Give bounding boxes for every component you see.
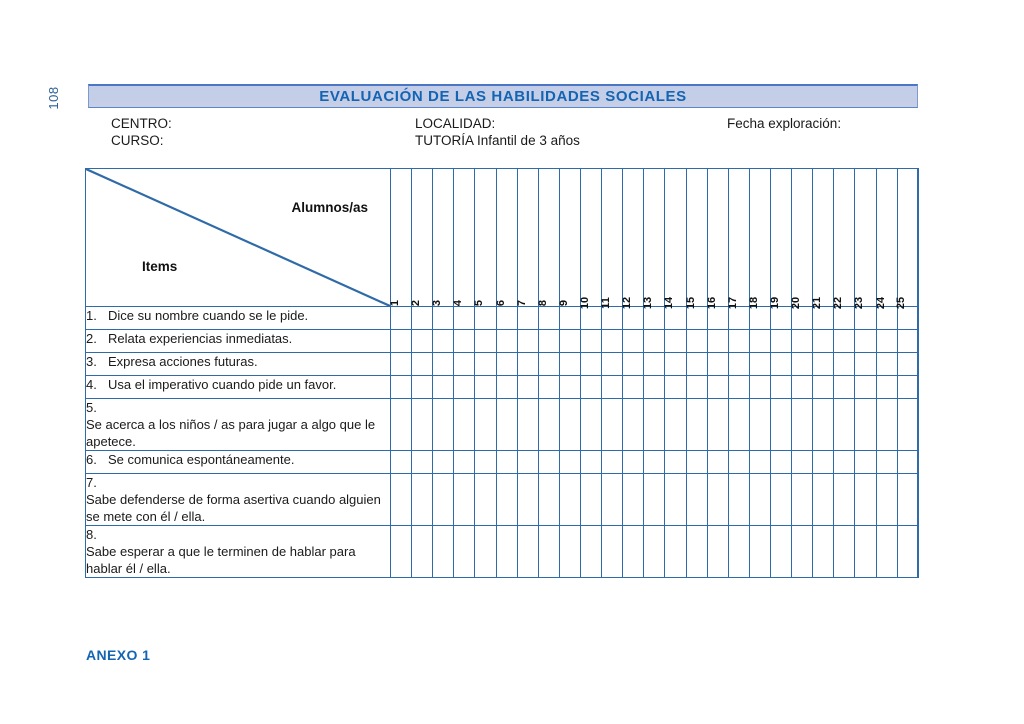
item-label: Sabe defenderse de forma asertiva cuando alguien se mete con él / ella.	[86, 492, 381, 524]
item-number: 7.	[86, 475, 97, 490]
student-column-number: 20	[790, 296, 803, 310]
score-cell[interactable]	[813, 526, 834, 578]
score-cell[interactable]	[770, 376, 791, 399]
student-column-number: 10	[579, 296, 592, 310]
student-column-header-14	[663, 169, 686, 310]
score-cell[interactable]	[813, 307, 834, 330]
score-cell[interactable]	[686, 474, 707, 526]
score-cell[interactable]	[412, 330, 433, 353]
score-cell[interactable]	[876, 451, 897, 474]
score-cell[interactable]	[644, 451, 665, 474]
score-cell[interactable]	[496, 399, 517, 451]
score-cell[interactable]	[496, 330, 517, 353]
score-cell[interactable]	[475, 307, 496, 330]
item-text-cell	[86, 526, 391, 578]
student-column-number: 6	[494, 299, 507, 307]
centro-label: CENTRO:	[111, 116, 172, 131]
item-label: Dice su nombre cuando se le pide.	[108, 308, 309, 323]
score-cell[interactable]	[855, 353, 876, 376]
score-cell[interactable]	[707, 330, 728, 353]
score-cell[interactable]	[580, 330, 601, 353]
score-cell[interactable]	[496, 376, 517, 399]
score-cell[interactable]	[454, 353, 475, 376]
score-cell[interactable]	[623, 474, 644, 526]
score-cell[interactable]	[897, 353, 918, 376]
score-cell[interactable]	[433, 376, 454, 399]
student-column-header-6	[496, 169, 517, 307]
score-cell[interactable]	[855, 474, 876, 526]
score-cell[interactable]	[412, 451, 433, 474]
score-cell[interactable]	[475, 399, 496, 451]
score-cell[interactable]	[517, 330, 538, 353]
score-cell[interactable]	[855, 526, 876, 578]
score-cell[interactable]	[897, 399, 918, 451]
score-cell[interactable]	[897, 330, 918, 353]
score-cell[interactable]	[728, 451, 749, 474]
score-cell[interactable]	[391, 353, 412, 376]
student-column-number: 8	[536, 299, 549, 307]
score-cell[interactable]	[623, 526, 644, 578]
item-label: Sabe esperar a que le terminen de hablar para hablar él / ella.	[86, 544, 356, 576]
score-cell[interactable]	[792, 399, 813, 451]
student-column-number: 22	[832, 296, 845, 310]
document-title-banner	[88, 84, 918, 108]
student-column-number: 7	[515, 299, 528, 307]
score-cell[interactable]	[538, 376, 559, 399]
score-cell[interactable]	[792, 307, 813, 330]
item-number: 3.	[86, 354, 97, 369]
score-cell[interactable]	[580, 451, 601, 474]
student-column-number: 25	[895, 296, 908, 310]
score-cell[interactable]	[749, 353, 770, 376]
score-cell[interactable]	[834, 330, 855, 353]
score-cell[interactable]	[538, 353, 559, 376]
student-column-header-1	[391, 169, 412, 307]
score-cell[interactable]	[728, 353, 749, 376]
item-text-cell	[86, 353, 391, 376]
score-cell[interactable]	[517, 353, 538, 376]
score-cell[interactable]	[792, 376, 813, 399]
student-column-header-5	[475, 169, 496, 307]
score-cell[interactable]	[412, 353, 433, 376]
score-cell[interactable]	[686, 330, 707, 353]
item-text-cell	[86, 474, 391, 526]
student-column-header-2	[412, 169, 433, 307]
item-number: 1.	[86, 308, 97, 323]
score-cell[interactable]	[813, 451, 834, 474]
score-cell[interactable]	[391, 307, 412, 330]
score-cell[interactable]	[391, 376, 412, 399]
score-cell[interactable]	[433, 353, 454, 376]
page-number: 108	[46, 86, 61, 110]
score-cell[interactable]	[707, 474, 728, 526]
score-cell[interactable]	[517, 307, 538, 330]
student-column-number: 13	[642, 296, 655, 310]
item-text-cell	[86, 330, 391, 353]
score-cell[interactable]	[834, 474, 855, 526]
student-column-number: 18	[747, 296, 760, 310]
score-cell[interactable]	[454, 399, 475, 451]
score-cell[interactable]	[644, 330, 665, 353]
score-cell[interactable]	[623, 307, 644, 330]
student-column-number: 16	[705, 296, 718, 310]
item-row	[86, 307, 919, 330]
score-cell[interactable]	[559, 451, 580, 474]
score-cell[interactable]	[728, 526, 749, 578]
score-cell[interactable]	[897, 474, 918, 526]
item-number: 4.	[86, 377, 97, 392]
item-row	[86, 526, 919, 578]
item-row	[86, 376, 919, 399]
score-cell[interactable]	[412, 526, 433, 578]
score-cell[interactable]	[580, 526, 601, 578]
score-cell[interactable]	[749, 307, 770, 330]
score-cell[interactable]	[496, 307, 517, 330]
score-cell[interactable]	[834, 307, 855, 330]
item-label: Usa el imperativo cuando pide un favor.	[108, 377, 337, 392]
student-column-number: 9	[557, 299, 570, 307]
student-column-header-25	[895, 169, 918, 310]
score-cell[interactable]	[475, 330, 496, 353]
score-cell[interactable]	[475, 526, 496, 578]
item-number: 8.	[86, 527, 97, 542]
score-cell[interactable]	[454, 526, 475, 578]
score-cell[interactable]	[834, 376, 855, 399]
score-cell[interactable]	[580, 474, 601, 526]
score-cell[interactable]	[813, 376, 834, 399]
score-cell[interactable]	[602, 307, 623, 330]
student-column-header-23	[853, 169, 876, 310]
score-cell[interactable]	[728, 474, 749, 526]
student-column-header-16	[705, 169, 728, 310]
score-cell[interactable]	[876, 399, 897, 451]
student-column-header-18	[747, 169, 770, 310]
evaluation-grid	[85, 168, 919, 578]
student-column-number: 2	[410, 299, 423, 307]
score-cell[interactable]	[665, 399, 686, 451]
student-column-number: 15	[684, 296, 697, 310]
score-cell[interactable]	[897, 451, 918, 474]
score-cell[interactable]	[749, 526, 770, 578]
score-cell[interactable]	[391, 399, 412, 451]
score-cell[interactable]	[707, 376, 728, 399]
student-column-header-12	[621, 169, 644, 310]
score-cell[interactable]	[602, 474, 623, 526]
score-cell[interactable]	[454, 330, 475, 353]
student-column-header-10	[579, 169, 601, 310]
score-cell[interactable]	[454, 451, 475, 474]
score-cell[interactable]	[770, 307, 791, 330]
score-cell[interactable]	[623, 376, 644, 399]
item-text-cell	[86, 451, 391, 474]
score-cell[interactable]	[496, 474, 517, 526]
score-cell[interactable]	[391, 474, 412, 526]
score-cell[interactable]	[644, 376, 665, 399]
score-cell[interactable]	[855, 451, 876, 474]
score-cell[interactable]	[412, 474, 433, 526]
score-cell[interactable]	[770, 353, 791, 376]
item-text-cell	[86, 307, 391, 330]
score-cell[interactable]	[602, 451, 623, 474]
score-cell[interactable]	[538, 451, 559, 474]
score-cell[interactable]	[665, 307, 686, 330]
score-cell[interactable]	[496, 451, 517, 474]
localidad-label: LOCALIDAD:	[415, 116, 496, 131]
grid-corner-header	[86, 169, 391, 307]
score-cell[interactable]	[813, 330, 834, 353]
score-cell[interactable]	[475, 376, 496, 399]
score-cell[interactable]	[454, 307, 475, 330]
score-cell[interactable]	[728, 330, 749, 353]
score-cell[interactable]	[475, 353, 496, 376]
item-row	[86, 451, 919, 474]
score-cell[interactable]	[728, 307, 749, 330]
score-cell[interactable]	[623, 399, 644, 451]
score-cell[interactable]	[707, 307, 728, 330]
student-column-header-3	[433, 169, 454, 307]
score-cell[interactable]	[412, 399, 433, 451]
score-cell[interactable]	[855, 376, 876, 399]
score-cell[interactable]	[728, 399, 749, 451]
score-cell[interactable]	[517, 474, 538, 526]
score-cell[interactable]	[412, 376, 433, 399]
score-cell[interactable]	[454, 474, 475, 526]
score-cell[interactable]	[496, 353, 517, 376]
score-cell[interactable]	[834, 399, 855, 451]
student-column-number: 1	[389, 299, 402, 307]
score-cell[interactable]	[686, 376, 707, 399]
score-cell[interactable]	[792, 474, 813, 526]
item-row	[86, 399, 919, 451]
score-cell[interactable]	[559, 376, 580, 399]
tutoria-field	[415, 133, 580, 148]
score-cell[interactable]	[834, 353, 855, 376]
score-cell[interactable]	[517, 399, 538, 451]
score-cell[interactable]	[433, 330, 454, 353]
student-column-header-20	[790, 169, 813, 310]
student-column-number: 5	[473, 299, 486, 307]
score-cell[interactable]	[433, 307, 454, 330]
score-cell[interactable]	[454, 376, 475, 399]
student-column-number: 14	[663, 296, 676, 310]
score-cell[interactable]	[475, 474, 496, 526]
score-cell[interactable]	[433, 474, 454, 526]
score-cell[interactable]	[876, 353, 897, 376]
score-cell[interactable]	[665, 451, 686, 474]
score-cell[interactable]	[433, 451, 454, 474]
score-cell[interactable]	[580, 376, 601, 399]
score-cell[interactable]	[707, 526, 728, 578]
grid-header-row	[86, 169, 919, 307]
student-column-header-11	[602, 169, 623, 307]
student-column-header-15	[684, 169, 707, 310]
diagonal-divider-icon	[86, 169, 390, 306]
item-label: Se acerca a los niños / as para jugar a algo que le apetece.	[86, 417, 376, 449]
item-row	[86, 353, 919, 376]
curso-label: CURSO:	[111, 133, 164, 148]
student-column-header-21	[811, 169, 834, 310]
tutoria-value: Infantil de 3 años	[477, 133, 580, 148]
score-cell[interactable]	[602, 330, 623, 353]
score-cell[interactable]	[517, 376, 538, 399]
score-cell[interactable]	[897, 307, 918, 330]
fecha-exploracion-label: Fecha exploración:	[727, 116, 842, 131]
student-column-number: 24	[874, 296, 887, 310]
student-column-number: 4	[452, 299, 465, 307]
score-cell[interactable]	[623, 353, 644, 376]
score-cell[interactable]	[897, 376, 918, 399]
score-cell[interactable]	[391, 330, 412, 353]
score-cell[interactable]	[559, 474, 580, 526]
item-row	[86, 330, 919, 353]
score-cell[interactable]	[538, 399, 559, 451]
student-column-number: 3	[431, 299, 444, 307]
score-cell[interactable]	[897, 526, 918, 578]
score-cell[interactable]	[749, 451, 770, 474]
score-cell[interactable]	[602, 399, 623, 451]
item-number: 6.	[86, 452, 97, 467]
score-cell[interactable]	[559, 307, 580, 330]
score-cell[interactable]	[623, 330, 644, 353]
student-column-header-17	[726, 169, 749, 310]
score-cell[interactable]	[707, 451, 728, 474]
student-column-header-22	[832, 169, 855, 310]
score-cell[interactable]	[876, 474, 897, 526]
student-column-header-7	[517, 169, 538, 307]
score-cell[interactable]	[559, 330, 580, 353]
score-cell[interactable]	[433, 526, 454, 578]
score-cell[interactable]	[792, 353, 813, 376]
student-column-number: 12	[621, 296, 634, 310]
score-cell[interactable]	[665, 330, 686, 353]
student-column-header-4	[454, 169, 475, 307]
score-cell[interactable]	[834, 451, 855, 474]
student-column-header-9	[559, 169, 580, 307]
score-cell[interactable]	[792, 330, 813, 353]
student-column-header-24	[874, 169, 897, 310]
score-cell[interactable]	[876, 526, 897, 578]
score-cell[interactable]	[538, 474, 559, 526]
score-cell[interactable]	[644, 474, 665, 526]
student-column-number: 19	[769, 296, 782, 310]
score-cell[interactable]	[644, 353, 665, 376]
score-cell[interactable]	[538, 526, 559, 578]
score-cell[interactable]	[517, 451, 538, 474]
score-cell[interactable]	[855, 307, 876, 330]
score-cell[interactable]	[559, 353, 580, 376]
score-cell[interactable]	[749, 330, 770, 353]
score-cell[interactable]	[391, 526, 412, 578]
score-cell[interactable]	[602, 376, 623, 399]
score-cell[interactable]	[876, 330, 897, 353]
item-label: Se comunica espontáneamente.	[108, 452, 295, 467]
score-cell[interactable]	[749, 399, 770, 451]
item-number: 2.	[86, 331, 97, 346]
student-column-number: 21	[811, 296, 824, 310]
item-label: Expresa acciones futuras.	[108, 354, 258, 369]
score-cell[interactable]	[834, 526, 855, 578]
student-column-number: 17	[726, 296, 739, 310]
score-cell[interactable]	[855, 330, 876, 353]
item-row	[86, 474, 919, 526]
score-cell[interactable]	[538, 330, 559, 353]
score-cell[interactable]	[644, 526, 665, 578]
score-cell[interactable]	[686, 353, 707, 376]
score-cell[interactable]	[580, 307, 601, 330]
score-cell[interactable]	[855, 399, 876, 451]
score-cell[interactable]	[475, 451, 496, 474]
student-column-number: 11	[600, 297, 613, 309]
score-cell[interactable]	[686, 307, 707, 330]
score-cell[interactable]	[686, 451, 707, 474]
score-cell[interactable]	[623, 451, 644, 474]
score-cell[interactable]	[770, 526, 791, 578]
item-text-cell	[86, 376, 391, 399]
rows-axis-label: Items	[142, 259, 178, 274]
score-cell[interactable]	[813, 474, 834, 526]
score-cell[interactable]	[602, 353, 623, 376]
score-cell[interactable]	[770, 330, 791, 353]
student-column-header-8	[538, 169, 559, 307]
score-cell[interactable]	[770, 474, 791, 526]
item-label: Relata experiencias inmediatas.	[108, 331, 293, 346]
student-column-number: 23	[853, 296, 866, 310]
score-cell[interactable]	[665, 376, 686, 399]
score-cell[interactable]	[813, 353, 834, 376]
score-cell[interactable]	[644, 307, 665, 330]
score-cell[interactable]	[412, 307, 433, 330]
score-cell[interactable]	[517, 526, 538, 578]
score-cell[interactable]	[391, 451, 412, 474]
score-cell[interactable]	[792, 451, 813, 474]
score-cell[interactable]	[644, 399, 665, 451]
score-cell[interactable]	[580, 399, 601, 451]
score-cell[interactable]	[876, 307, 897, 330]
student-column-header-19	[769, 169, 791, 310]
score-cell[interactable]	[749, 474, 770, 526]
columns-axis-label: Alumnos/as	[291, 200, 368, 215]
score-cell[interactable]	[813, 399, 834, 451]
score-cell[interactable]	[707, 353, 728, 376]
score-cell[interactable]	[538, 307, 559, 330]
score-cell[interactable]	[792, 526, 813, 578]
score-cell[interactable]	[580, 353, 601, 376]
score-cell[interactable]	[686, 526, 707, 578]
score-cell[interactable]	[707, 399, 728, 451]
score-cell[interactable]	[496, 526, 517, 578]
student-column-header-13	[642, 169, 665, 310]
item-text-cell	[86, 399, 391, 451]
score-cell[interactable]	[686, 399, 707, 451]
item-number: 5.	[86, 400, 97, 415]
score-cell[interactable]	[602, 526, 623, 578]
score-cell[interactable]	[770, 399, 791, 451]
annex-label: ANEXO 1	[86, 647, 151, 663]
score-cell[interactable]	[665, 526, 686, 578]
score-cell[interactable]	[876, 376, 897, 399]
score-cell[interactable]	[433, 399, 454, 451]
tutoria-label: TUTORÍA	[415, 133, 474, 148]
score-cell[interactable]	[665, 474, 686, 526]
page-title: EVALUACIÓN DE LAS HABILIDADES SOCIALES	[319, 88, 687, 105]
score-cell[interactable]	[559, 526, 580, 578]
score-cell[interactable]	[665, 353, 686, 376]
score-cell[interactable]	[749, 376, 770, 399]
score-cell[interactable]	[770, 451, 791, 474]
score-cell[interactable]	[728, 376, 749, 399]
score-cell[interactable]	[559, 399, 580, 451]
